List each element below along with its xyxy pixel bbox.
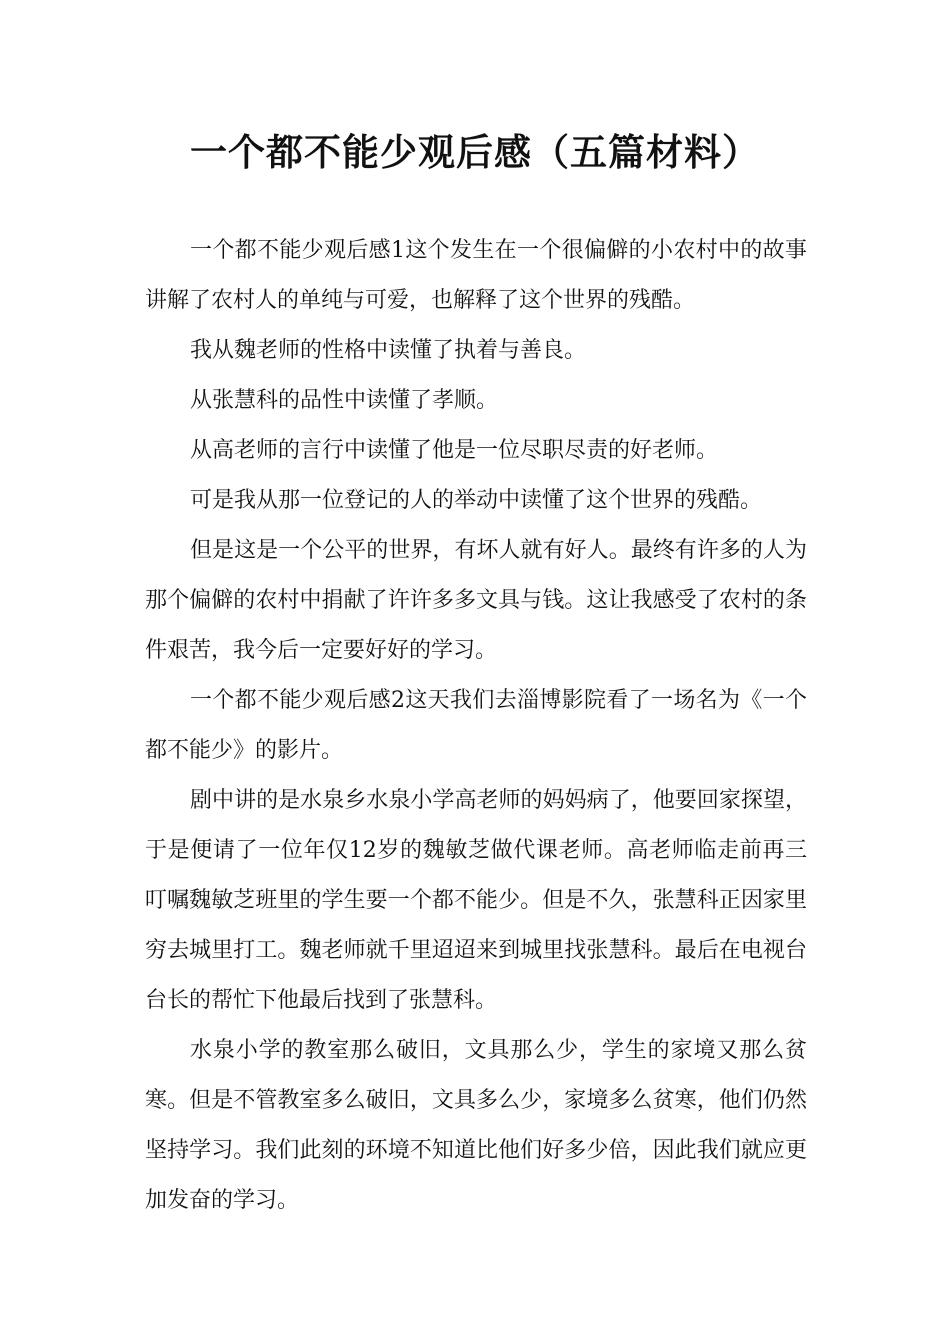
document-body <box>145 226 807 1226</box>
paragraph: 从高老师的言行中读懂了他是一位尽职尽责的好老师。 <box>190 438 719 463</box>
paragraph: 水泉小学的教室那么破旧，文具那么少，学生的家境又那么贫寒。但是不管教室多么破旧，文具多么少，家境多么贫寒，他们仍然坚持学习。我们此刻的环境不知道比他们好多少倍，因此我们就应更加发奋的学习。 <box>145 1038 807 1213</box>
paragraph: 一个都不能少观后感1这个发生在一个很偏僻的小农村中的故事讲解了农村人的单纯与可爱，也解释了这个世界的残酷。 <box>145 238 807 313</box>
paragraph: 从张慧科的品性中读懂了孝顺。 <box>190 388 499 413</box>
paragraph: 可是我从那一位登记的人的举动中读懂了这个世界的残酷。 <box>190 488 763 513</box>
paragraph: 剧中讲的是水泉乡水泉小学高老师的妈妈病了，他要回家探望，于是便请了一位年仅12岁的魏敏芝做代课老师。高老师临走前再三叮嘱魏敏芝班里的学生要一个都不能少。但是不久，张慧科正因家里穷去城里打工。魏老师就千里迢迢来到城里找张慧科。最后在电视台台长的帮忙下他最后找到了张慧科。 <box>145 788 807 1013</box>
paragraph: 我从魏老师的性格中读懂了执着与善良。 <box>190 338 587 363</box>
document-title: 一个都不能少观后感（五篇材料） <box>190 131 760 174</box>
paragraph: 一个都不能少观后感2这天我们去淄博影院看了一场名为《一个都不能少》的影片。 <box>145 688 807 763</box>
paragraph: 但是这是一个公平的世界，有坏人就有好人。最终有许多的人为那个偏僻的农村中捐献了许许多多文具与钱。这让我感受了农村的条件艰苦，我今后一定要好好的学习。 <box>145 538 807 663</box>
